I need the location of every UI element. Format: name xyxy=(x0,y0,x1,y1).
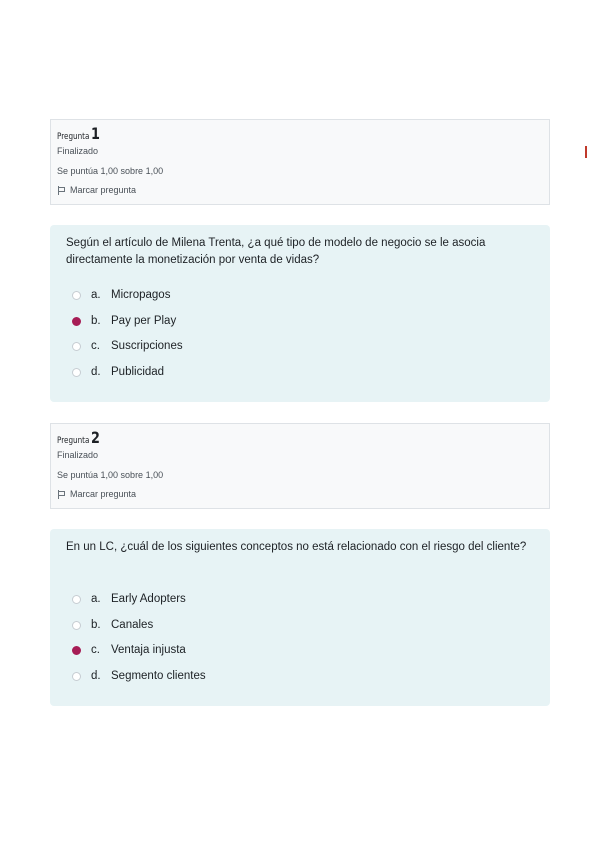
question-info-1 xyxy=(50,119,550,205)
question-state: Finalizado xyxy=(57,450,99,460)
flag-question-link[interactable] xyxy=(57,185,136,195)
question-text: En un LC, ¿cuál de los siguientes conceptos no está relacionado con el riesgo del cliente? xyxy=(66,541,527,553)
flag-question-label: Marcar pregunta xyxy=(70,489,137,499)
answer-option-a[interactable] xyxy=(72,289,170,301)
question-grade: Se puntúa 1,00 sobre 1,00 xyxy=(57,166,164,176)
radio-button-selected[interactable] xyxy=(72,646,81,655)
flag-question-link[interactable] xyxy=(57,489,136,499)
answer-letter: d. xyxy=(91,366,101,378)
question-info-2 xyxy=(50,423,550,509)
answer-option-c[interactable] xyxy=(72,340,183,352)
answer-option-d[interactable] xyxy=(72,670,206,682)
edge-mark xyxy=(585,146,587,158)
radio-button-selected[interactable] xyxy=(72,317,81,326)
answer-label: Ventaja injusta xyxy=(111,644,186,656)
question-state: Finalizado xyxy=(57,146,99,156)
answer-letter: c. xyxy=(91,644,100,656)
question-number-value: 1 xyxy=(90,124,100,143)
answer-option-b[interactable] xyxy=(72,315,176,327)
answer-letter: d. xyxy=(91,670,101,682)
answer-label: Canales xyxy=(111,619,154,631)
question-number-prefix: Pregunta xyxy=(57,436,90,446)
answer-label: Pay per Play xyxy=(111,315,177,327)
answer-letter: a. xyxy=(91,593,101,605)
flag-icon xyxy=(57,186,66,195)
question-number xyxy=(57,124,100,143)
answer-letter: b. xyxy=(91,619,101,631)
radio-button[interactable] xyxy=(72,291,81,300)
radio-button[interactable] xyxy=(72,368,81,377)
answer-option-a[interactable] xyxy=(72,593,186,605)
question-number-prefix: Pregunta xyxy=(57,132,90,142)
answer-label: Suscripciones xyxy=(111,340,183,352)
answer-label: Segmento clientes xyxy=(111,670,206,682)
radio-button[interactable] xyxy=(72,595,81,604)
flag-question-label: Marcar pregunta xyxy=(70,185,137,195)
answer-letter: a. xyxy=(91,289,101,301)
answer-letter: b. xyxy=(91,315,101,327)
question-grade: Se puntúa 1,00 sobre 1,00 xyxy=(57,470,164,480)
answer-label: Publicidad xyxy=(111,366,165,378)
radio-button[interactable] xyxy=(72,672,81,681)
answer-option-b[interactable] xyxy=(72,619,153,631)
question-number xyxy=(57,428,100,447)
flag-icon xyxy=(57,490,66,499)
answer-label: Micropagos xyxy=(111,289,171,301)
radio-button[interactable] xyxy=(72,342,81,351)
answer-option-d[interactable] xyxy=(72,366,164,378)
answer-option-c[interactable] xyxy=(72,644,186,656)
question-number-value: 2 xyxy=(90,428,100,447)
question-content-1 xyxy=(50,225,550,402)
radio-button[interactable] xyxy=(72,621,81,630)
question-content-2 xyxy=(50,529,550,706)
answer-label: Early Adopters xyxy=(111,593,186,605)
answer-letter: c. xyxy=(91,340,100,352)
question-text: Según el artículo de Milena Trenta, ¿a qué tipo de modelo de negocio se le asocia directamente la monetización por venta de vidas? xyxy=(66,237,486,266)
